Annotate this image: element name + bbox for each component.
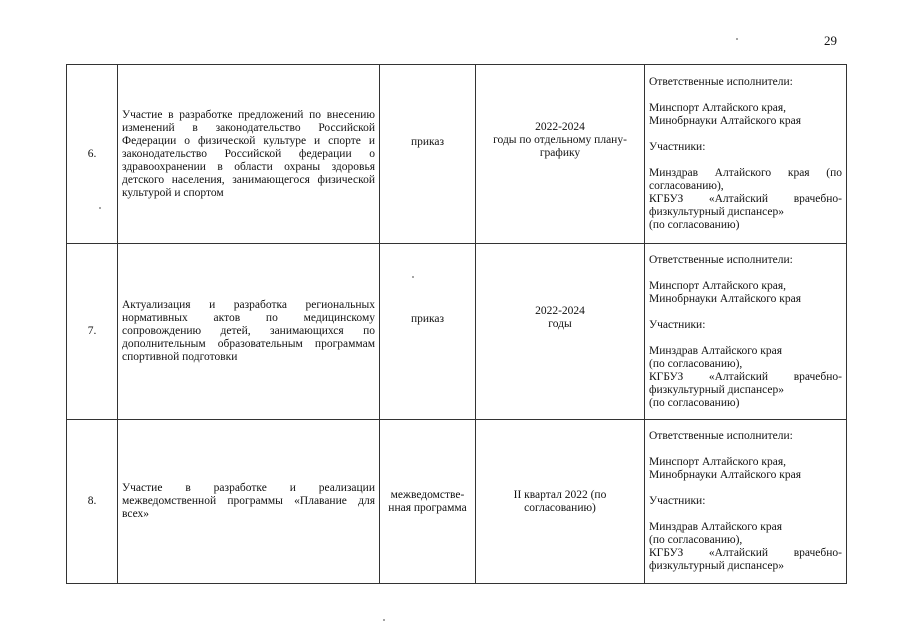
document-form <box>380 420 476 584</box>
participant-line: КГБУЗ «Алтайский врачебно- <box>649 370 842 383</box>
responsible-cell <box>645 65 847 244</box>
document-form-line: нная программа <box>388 501 467 514</box>
participants-heading: Участники: <box>649 141 706 153</box>
deadline <box>476 244 645 420</box>
activity-description: Участие в разработке предложений по внесению изменений в законодательство Российской Федерации о физической культуре и спорте и законодательство Российской федерации о здравоохранении в области охраны здоровья детского населения, занимающегося физической культурой и спортом <box>118 65 380 244</box>
participant-line: физкультурный диспансер» <box>649 560 785 572</box>
deadline-line: годы по отдельному плану- <box>493 133 627 146</box>
scan-speck <box>99 207 101 209</box>
responsible-heading: Ответственные исполнители: <box>649 76 793 88</box>
participants-heading: Участники: <box>649 495 706 507</box>
participant-line: Минздрав Алтайского края <box>649 344 782 357</box>
deadline-line: 2022-2024 <box>535 304 585 317</box>
responsible-agency: Минобрнауки Алтайского края <box>649 115 802 127</box>
table-row <box>67 65 847 244</box>
participant-line: КГБУЗ «Алтайский врачебно- <box>649 193 842 205</box>
responsible-cell <box>645 244 847 420</box>
responsible-heading: Ответственные исполнители: <box>649 430 793 442</box>
responsible-agency: Минспорт Алтайского края, <box>649 102 787 114</box>
deadline-line: графику <box>539 146 581 159</box>
scan-speck <box>412 276 414 278</box>
participant-line: Минздрав Алтайского края (по <box>649 167 842 179</box>
participant-line: (по согласованию) <box>649 219 740 231</box>
activities-table <box>66 64 847 584</box>
responsible-agency: Минобрнауки Алтайского края <box>649 292 802 305</box>
row-number: 7. <box>67 244 118 420</box>
activity-description: Актуализация и разработка региональных нормативных актов по медицинскому сопровождению детей, занимающихся по дополнительным образовательным программам спортивной подготовки <box>118 244 380 420</box>
table-row <box>67 420 847 584</box>
deadline-line: 2022-2024 <box>535 120 585 133</box>
deadline-line: II квартал 2022 (по <box>513 488 607 501</box>
table-row <box>67 244 847 420</box>
participants-heading: Участники: <box>649 318 706 331</box>
participant-line: (по согласованию), <box>649 357 743 370</box>
participant-line: КГБУЗ «Алтайский врачебно- <box>649 547 842 559</box>
deadline-line: годы <box>548 317 572 330</box>
responsible-heading: Ответственные исполнители: <box>649 253 793 266</box>
participant-line: согласованию), <box>649 180 724 192</box>
responsible-cell <box>645 420 847 584</box>
deadline <box>476 65 645 244</box>
participant-line: (по согласованию), <box>649 534 743 546</box>
deadline <box>476 420 645 584</box>
responsible-agency: Минспорт Алтайского края, <box>649 279 787 292</box>
row-number: 8. <box>67 420 118 584</box>
activity-description: Участие в разработке и реализации межведомственной программы «Плавание для всех» <box>118 420 380 584</box>
responsible-agency: Минобрнауки Алтайского края <box>649 469 802 481</box>
document-form: приказ <box>380 244 476 420</box>
participant-line: (по согласованию) <box>649 396 740 409</box>
row-number: 6. <box>67 65 118 244</box>
page-number: 29 <box>824 33 837 48</box>
deadline-line: согласованию) <box>524 501 596 514</box>
participant-line: физкультурный диспансер» <box>649 206 785 218</box>
participant-line: физкультурный диспансер» <box>649 383 785 396</box>
document-form-line: межведомстве- <box>390 488 465 501</box>
responsible-agency: Минспорт Алтайского края, <box>649 456 787 468</box>
scan-speck <box>383 619 385 621</box>
document-form: приказ <box>380 65 476 244</box>
participant-line: Минздрав Алтайского края <box>649 521 782 533</box>
scan-speck <box>736 38 738 40</box>
